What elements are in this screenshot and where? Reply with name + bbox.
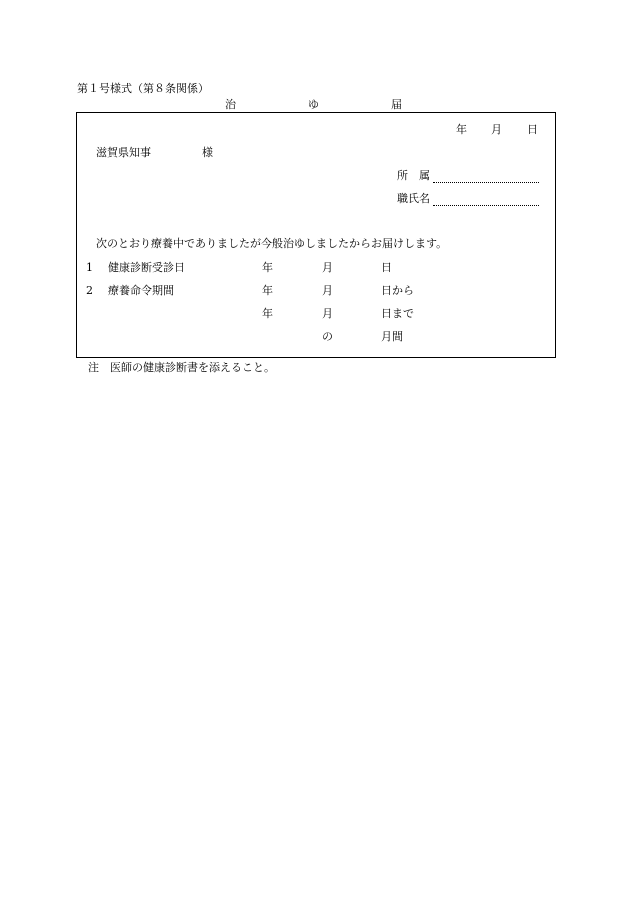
duration-particle: の [322, 330, 333, 343]
addressee-honorific: 様 [202, 146, 213, 159]
affiliation-label: 所 属 [397, 169, 430, 182]
item-1-label: 健康診断受診日 [108, 261, 185, 274]
addressee-name: 滋賀県知事 [96, 146, 151, 159]
title-char-1: 治 [225, 98, 236, 111]
date-month-label: 月 [491, 123, 502, 136]
title-char-2: ゆ [308, 98, 319, 111]
position-name-field[interactable] [433, 205, 539, 206]
duration-unit: 月間 [381, 330, 403, 343]
item-1-number: 1 [86, 261, 93, 274]
item-2-month: 月 [322, 284, 333, 297]
item-2-year: 年 [262, 284, 273, 297]
period-end-year: 年 [262, 307, 273, 320]
date-day-label: 日 [527, 123, 538, 136]
position-name-label: 職氏名 [397, 192, 430, 205]
statement-text: 次のとおり療養中でありましたが今般治ゆしましたからお届けします。 [96, 237, 448, 250]
period-end-day: 日まで [381, 307, 414, 320]
item-2-label: 療養命令期間 [108, 284, 174, 297]
note-text: 注 医師の健康診断書を添えること。 [88, 361, 275, 374]
item-1-year: 年 [262, 261, 273, 274]
affiliation-field[interactable] [433, 182, 539, 183]
period-end-month: 月 [322, 307, 333, 320]
item-2-number: 2 [86, 284, 93, 297]
date-year-label: 年 [456, 123, 467, 136]
item-1-day: 日 [381, 261, 392, 274]
title-char-3: 届 [391, 98, 402, 111]
item-1-month: 月 [322, 261, 333, 274]
form-frame [76, 112, 556, 358]
item-2-day-from: 日から [381, 284, 414, 297]
form-label: 第１号様式（第８条関係） [77, 82, 209, 95]
